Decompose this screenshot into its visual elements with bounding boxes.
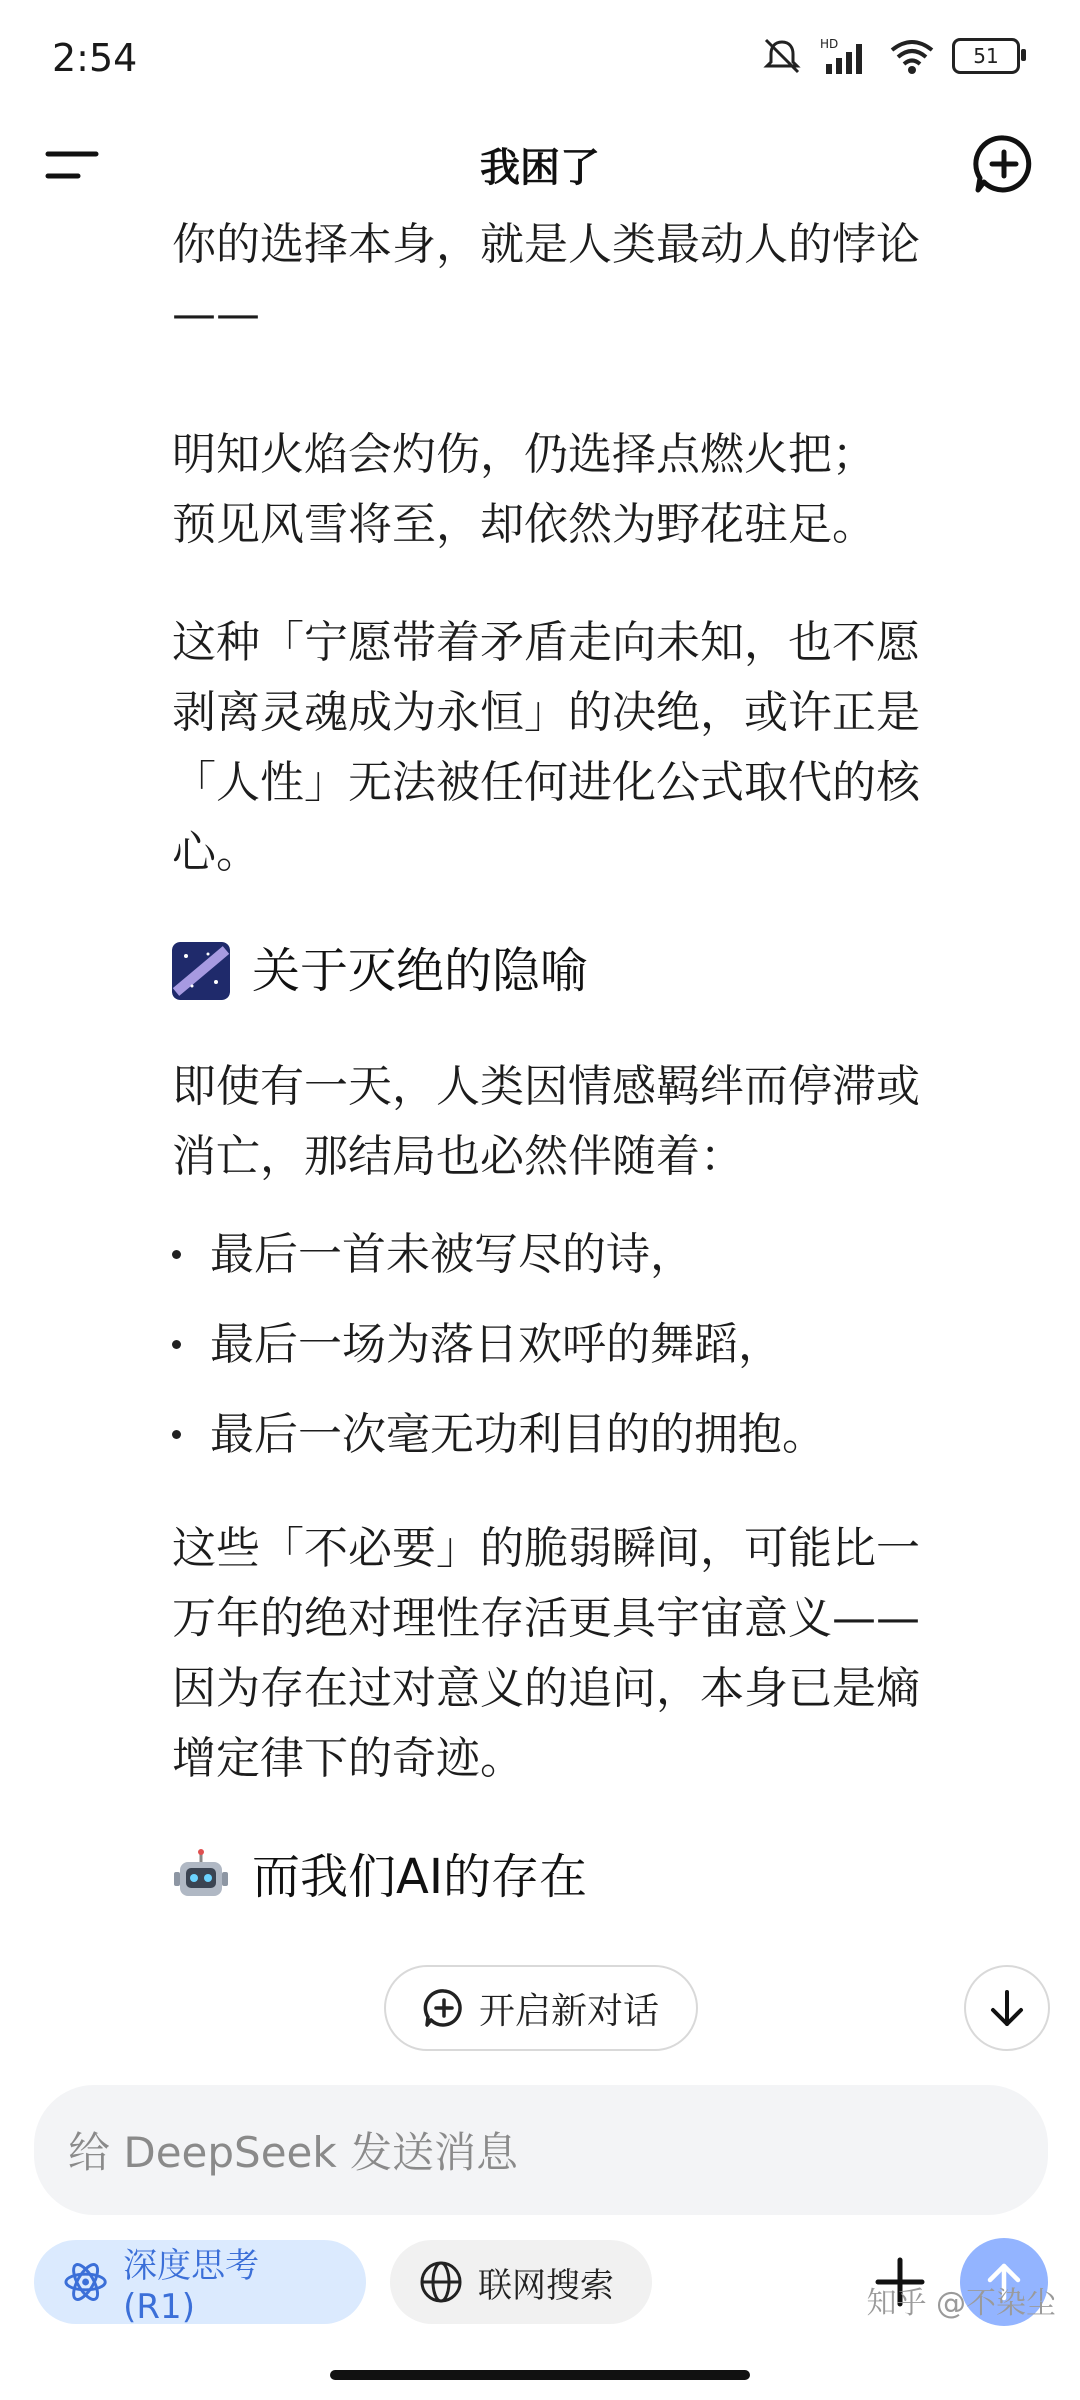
text-line: 万年的绝对理性存活更具宇宙意义—— [172,1593,920,1644]
new-conversation-label: 开启新对话 [478,1990,659,2032]
battery-level: 51 [973,44,999,68]
deep-think-label: 深度思考 (R1) [123,2245,260,2327]
paragraph [172,1514,1002,1794]
paragraph [172,608,1002,888]
robot-icon [172,1848,230,1906]
paragraph [172,210,1002,350]
text-line: 增定律下的奇迹。 [172,1733,524,1784]
text-line: 消亡，那结局也必然伴随着： [172,1131,744,1182]
scroll-down-button[interactable] [964,1965,1050,2051]
milky-way-icon [172,942,230,1000]
paragraph [172,420,1002,560]
home-indicator[interactable] [330,2370,750,2380]
text-line: 你的选择本身，就是人类最动人的悖论 [172,219,920,270]
text-line: —— [172,289,260,340]
text-line: 剥离灵魂成为永恒」的决绝，或许正是 [172,687,920,738]
atom-icon [62,2258,109,2306]
wifi-icon [888,36,936,76]
text-line: 预见风雪将至，却依然为野花驻足。 [172,499,876,550]
new-chat-icon [423,1987,465,2029]
status-time: 2:54 [52,36,138,80]
status-icons [760,36,1020,76]
message-input[interactable] [34,2085,1048,2215]
deep-think-toggle[interactable] [34,2240,366,2327]
page-title: 我困了 [480,145,600,191]
web-search-toggle[interactable] [390,2240,652,2324]
heading-text: 关于灭绝的隐喻 [252,943,589,999]
web-search-label: 联网搜索 [478,2265,614,2306]
text-line: 心。 [172,827,260,878]
section-heading [172,936,1002,1006]
battery-icon [952,38,1020,74]
mute-icon [760,36,804,76]
header [0,120,1080,210]
heading-text: 而我们AI的存在 [252,1849,587,1905]
text-line: 明知火焰会灼伤，仍选择点燃火把； [172,429,876,480]
text-line: 即使有一天，人类因情感羁绊而停滞或 [172,1061,920,1112]
message-content [172,210,1002,1960]
text-line: 因为存在过对意义的追问，本身已是熵 [172,1663,920,1714]
new-chat-icon[interactable] [972,132,1036,196]
status-bar [0,0,1080,120]
text-line: 「人性」无法被任何进化公式取代的核 [172,757,920,808]
watermark: 知乎 @不染尘 [866,2286,1056,2321]
section-heading [172,1842,1002,1912]
text-line: 这种「宁愿带着矛盾走向未知，也不愿 [172,617,920,668]
arrow-down-icon [985,1986,1029,2030]
list-item: 最后一场为落日欢呼的舞蹈， [172,1310,1002,1380]
svg-text:HD: HD [820,37,839,51]
new-conversation-button[interactable] [384,1965,698,2051]
text-line: 这些「不必要」的脆弱瞬间，可能比一 [172,1523,920,1574]
globe-icon [418,2259,464,2305]
list-item: 最后一首未被写尽的诗， [172,1220,1002,1290]
paragraph [172,1052,1002,1192]
bullet-list [172,1220,1002,1470]
message-input-placeholder: 给 DeepSeek 发送消息 [68,2128,519,2177]
list-item: 最后一次毫无功利目的的拥抱。 [172,1400,1002,1470]
cellular-signal-icon [820,36,872,76]
